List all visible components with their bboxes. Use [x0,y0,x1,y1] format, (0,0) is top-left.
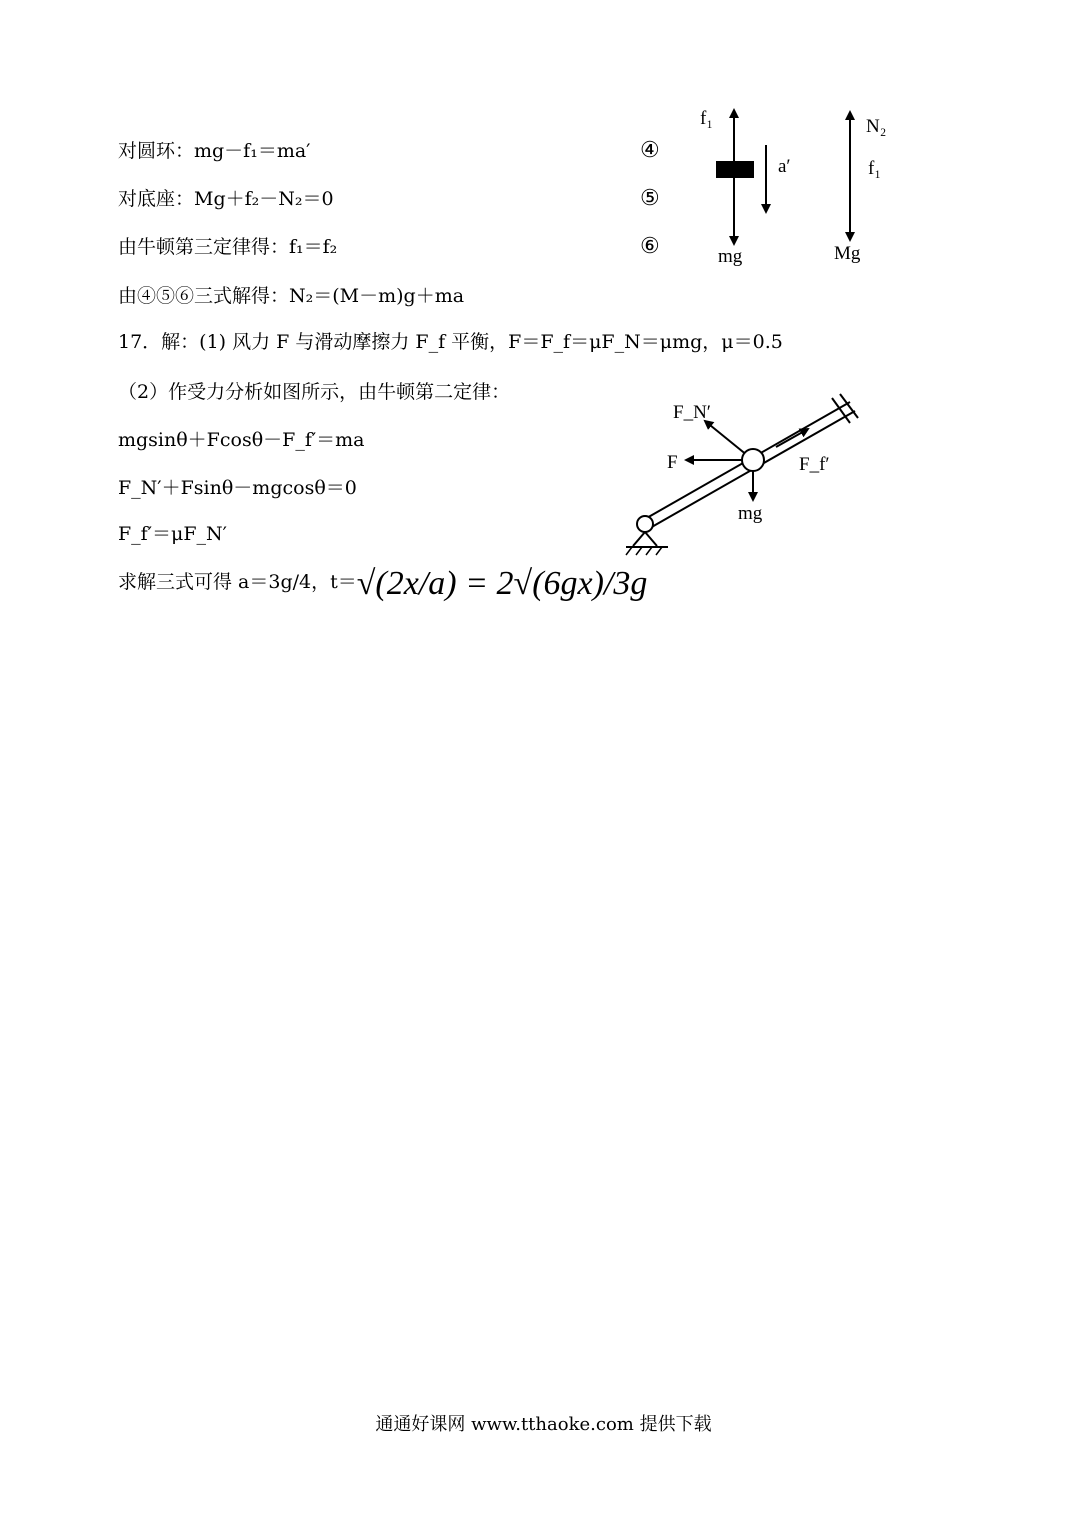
wind-force-label: F [667,452,678,473]
equation-friction: F_f′＝μF_N′ [118,523,227,545]
mg-label-2: mg [738,503,763,524]
mg-label-1: mg [718,246,743,267]
friction-label: F_f′ [799,454,830,475]
friction-arrow [776,429,808,447]
ring-on-rod [742,449,764,471]
f1-right-label: f₁ [868,158,881,179]
page-footer: 通通好课网 www.tthaoke.com 提供下载 [375,1414,712,1435]
marker-4: ④ [640,138,660,163]
equation-newton-third: 由牛顿第三定律得：f₁＝f₂ [118,236,338,258]
equation-normal: F_N′＋Fsinθ－mgcosθ＝0 [118,477,357,499]
f1-top-label: f₁ [700,108,713,129]
pivot-circle [637,516,653,532]
ring-force-diagram [700,108,791,267]
final-result-text: 求解三式可得 a＝3g/4，t＝ [118,571,357,593]
problem-17-part1: 17．解：(1) 风力 F 与滑动摩擦力 F_f 平衡，F＝F_f＝μF_N＝μmg，μ＝0.5 [118,331,783,353]
equation-newton-second: mgsinθ＋Fcosθ－F_f′＝ma [118,429,365,451]
problem-17-part2-intro: （2）作受力分析如图所示，由牛顿第二定律： [118,381,511,403]
final-result-formula: √(2x/a) = 2√(6gx)/3g [356,565,648,602]
base-force-diagram [834,112,886,264]
Mg-label: Mg [834,243,861,264]
marker-6: ⑥ [640,234,660,259]
rod-force-diagram [626,394,858,555]
a-prime-label: a′ [778,156,791,177]
fn-prime-label: F_N′ [673,402,711,423]
marker-5: ⑤ [640,186,660,211]
pivot-leg-left [633,532,645,546]
equation-base: 对底座：Mg＋f₂－N₂＝0 [118,188,334,210]
equation-ring: 对圆环：mg－f₁＝ma′ [118,140,311,162]
ring-block [716,161,754,178]
equation-solution-n2: 由④⑤⑥三式解得：N₂＝(M－m)g＋ma [118,285,465,307]
n2-label: N₂ [866,116,887,137]
pivot-leg-right [645,532,657,546]
